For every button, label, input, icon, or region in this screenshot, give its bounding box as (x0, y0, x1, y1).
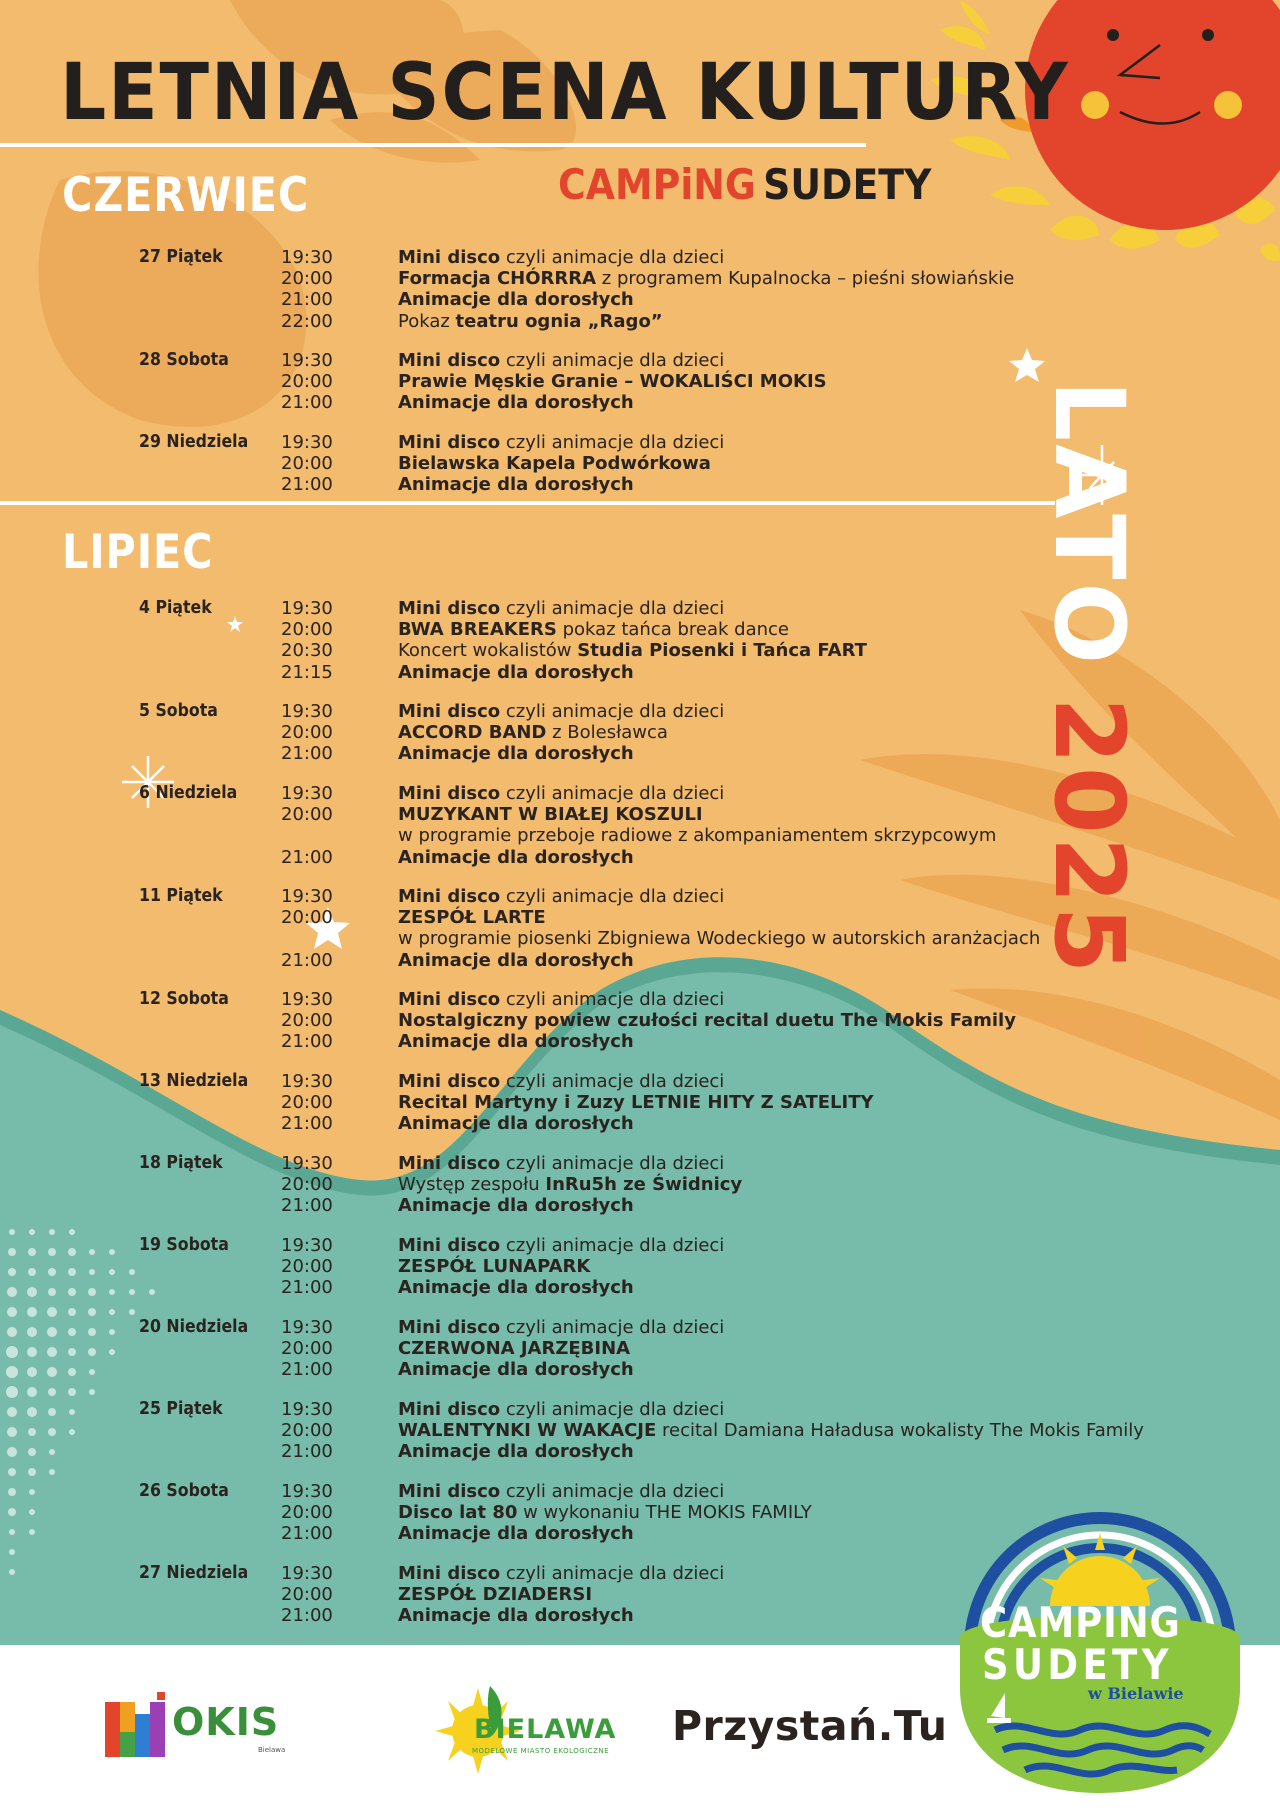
camping-heading-word1: CAMPiNG (558, 160, 756, 209)
event-highlight-text: Animacje dla dorosłych (398, 1605, 634, 1627)
event-time: 20:00 (281, 1584, 333, 1606)
event-highlight-text: MUZYKANT W BIAŁEJ KOSZULI (398, 804, 703, 826)
event-time: 20:00 (281, 1502, 333, 1524)
event-description (398, 371, 827, 392)
month-heading-lipiec: LIPIEC (62, 525, 214, 580)
event-time: 19:30 (281, 432, 333, 453)
event-highlight-text: Mini disco (398, 989, 501, 1010)
event-description (398, 662, 634, 683)
event-highlight-text: Disco lat 80 (398, 1502, 518, 1524)
event-description (398, 1502, 812, 1523)
day-label: 18 Piątek (139, 1153, 223, 1173)
event-time: 20:00 (281, 1092, 333, 1114)
event-highlight-text: Animacje dla dorosłych (398, 846, 634, 868)
event-highlight-text: Animacje dla dorosłych (398, 1441, 634, 1463)
event-text: czyli animacje dla dzieci (500, 1071, 725, 1092)
event-highlight-text: Bielawska Kapela Podwórkowa (398, 453, 711, 475)
event-highlight-text: Animacje dla dorosłych (398, 474, 634, 496)
camping-heading-word2: SUDETY (763, 160, 932, 209)
event-time: 20:00 (281, 907, 333, 929)
day-label: 5 Sobota (139, 701, 218, 721)
event-description (398, 1481, 724, 1502)
event-highlight-text: Mini disco (398, 701, 501, 722)
event-description (398, 350, 724, 371)
month-heading-czerwiec: CZERWIEC (62, 168, 310, 223)
event-description (398, 640, 867, 661)
event-text: w wykonaniu THE MOKIS FAMILY (517, 1502, 812, 1524)
event-highlight-text: Mini disco (398, 1317, 501, 1338)
event-text: Występ zespołu (398, 1174, 546, 1196)
event-highlight-text: InRu5h ze Świdnicy (545, 1174, 743, 1196)
event-description (398, 1010, 1016, 1031)
event-time: 21:00 (281, 289, 333, 311)
day-label: 19 Sobota (139, 1235, 229, 1255)
event-highlight-text: Mini disco (398, 432, 501, 453)
mokis-logo-subtext: Bielawa (258, 1746, 286, 1754)
event-description (398, 1071, 724, 1092)
event-description (398, 1092, 874, 1113)
event-text: w programie przeboje radiowe z akompaniamentem skrzypcowym (398, 825, 997, 847)
event-description (398, 268, 1014, 289)
event-highlight-text: Animacje dla dorosłych (398, 392, 634, 414)
event-time: 20:00 (281, 371, 333, 393)
year-word: 2025 (1033, 697, 1145, 977)
event-time: 21:00 (281, 1031, 333, 1053)
event-description (398, 1174, 742, 1195)
event-highlight-text: Recital Martyny i Zuzy LETNIE HITY Z SATELITY (398, 1092, 874, 1114)
event-description (398, 1317, 724, 1338)
event-text: czyli animacje dla dzieci (500, 350, 725, 371)
lato-vertical-text (1033, 380, 1145, 976)
event-text: z Bolesławca (546, 722, 668, 744)
event-description (398, 804, 703, 825)
event-description (398, 783, 724, 804)
day-label: 25 Piątek (139, 1399, 223, 1419)
event-description (398, 453, 711, 474)
event-time: 19:30 (281, 1153, 333, 1174)
event-text: czyli animacje dla dzieci (500, 783, 725, 804)
event-text: czyli animacje dla dzieci (500, 989, 725, 1010)
event-description (398, 743, 634, 764)
event-highlight-text: Animacje dla dorosłych (398, 1277, 634, 1299)
event-time: 19:30 (281, 701, 333, 722)
event-time: 19:30 (281, 247, 333, 268)
event-description (398, 886, 724, 907)
event-text: pokaz tańca break dance (556, 619, 789, 641)
day-label: 6 Niedziela (139, 783, 238, 803)
event-text: czyli animacje dla dzieci (500, 1481, 725, 1502)
event-text: Koncert wokalistów (398, 640, 578, 662)
event-highlight-text: teatru ognia „Rago” (455, 310, 663, 332)
event-time: 20:00 (281, 1256, 333, 1278)
event-highlight-text: ZESPÓŁ LARTE (398, 907, 546, 929)
event-description (398, 1563, 724, 1584)
event-time: 20:00 (281, 1420, 333, 1442)
event-highlight-text: Animacje dla dorosłych (398, 1359, 634, 1381)
day-label: 13 Niedziela (139, 1071, 249, 1091)
event-description (398, 1523, 634, 1544)
event-highlight-text: Animacje dla dorosłych (398, 743, 634, 765)
event-time: 21:15 (281, 661, 333, 683)
event-highlight-text: BWA BREAKERS (398, 619, 557, 641)
event-description (398, 1420, 1144, 1441)
event-time: 19:30 (281, 1481, 333, 1502)
event-text: czyli animacje dla dzieci (500, 1235, 725, 1256)
bielawa-logo-text: BIELAWA (474, 1714, 617, 1745)
event-time: 21:00 (281, 1113, 333, 1135)
event-time: 20:00 (281, 1338, 333, 1360)
event-time: 21:00 (281, 474, 333, 496)
mokis-logo-text: OKIS (172, 1700, 280, 1744)
event-time: 19:30 (281, 783, 333, 804)
event-description (398, 950, 634, 971)
event-time: 20:30 (281, 640, 333, 662)
event-time: 21:00 (281, 1523, 333, 1545)
event-time: 21:00 (281, 1441, 333, 1463)
event-time: 19:30 (281, 1563, 333, 1584)
event-highlight-text: ZESPÓŁ LUNAPARK (398, 1256, 591, 1278)
event-highlight-text: Animacje dla dorosłych (398, 1195, 634, 1217)
event-time: 19:30 (281, 1071, 333, 1092)
event-highlight-text: Mini disco (398, 1071, 501, 1092)
event-highlight-text: Mini disco (398, 247, 501, 268)
event-time: 19:30 (281, 989, 333, 1010)
event-description (398, 1441, 634, 1462)
event-text: czyli animacje dla dzieci (500, 1153, 725, 1174)
day-label: 26 Sobota (139, 1481, 229, 1501)
badge-title-camping: CAMPING (980, 1598, 1181, 1647)
event-description (398, 619, 789, 640)
event-highlight-text: Animacje dla dorosłych (398, 289, 634, 311)
event-text: czyli animacje dla dzieci (500, 886, 725, 907)
event-time: 20:00 (281, 722, 333, 744)
day-label: 27 Piątek (139, 247, 223, 267)
event-time: 21:00 (281, 1605, 333, 1627)
event-highlight-text: CZERWONA JARZĘBINA (398, 1338, 631, 1360)
event-time: 19:30 (281, 598, 333, 619)
event-highlight-text: Studia Piosenki i Tańca FART (577, 640, 867, 662)
event-highlight-text: Mini disco (398, 1399, 501, 1420)
day-label: 20 Niedziela (139, 1317, 249, 1337)
event-text: czyli animacje dla dzieci (500, 598, 725, 619)
event-time: 21:00 (281, 949, 333, 971)
event-description (398, 1153, 724, 1174)
event-description (398, 1399, 724, 1420)
event-description (398, 1031, 634, 1052)
event-highlight-text: Prawie Męskie Granie – WOKALIŚCI MOKIS (398, 371, 827, 393)
event-description (398, 825, 996, 846)
event-highlight-text: Mini disco (398, 598, 501, 619)
event-description (398, 989, 724, 1010)
event-time: 21:00 (281, 392, 333, 414)
event-highlight-text: Animacje dla dorosłych (398, 949, 634, 971)
lato-word: LATO (1033, 380, 1145, 668)
event-description (398, 1195, 634, 1216)
event-highlight-text: Mini disco (398, 783, 501, 804)
event-time: 22:00 (281, 310, 333, 332)
event-text: czyli animacje dla dzieci (500, 247, 725, 268)
bielawa-logo-subtext: MODELOWE MIASTO EKOLOGICZNE (472, 1747, 610, 1755)
event-description (398, 928, 1040, 949)
event-description (398, 1359, 634, 1380)
event-highlight-text: Nostalgiczny powiew czułości recital duetu The Mokis Family (398, 1010, 1016, 1032)
day-label: 28 Sobota (139, 350, 229, 370)
divider-line (0, 501, 1055, 505)
event-time: 21:00 (281, 743, 333, 765)
event-description (398, 1235, 724, 1256)
badge-title-sudety: SUDETY (982, 1640, 1173, 1689)
event-highlight-text: ACCORD BAND (398, 722, 547, 744)
event-highlight-text: Mini disco (398, 1235, 501, 1256)
camping-heading (558, 160, 931, 209)
event-time: 19:30 (281, 886, 333, 907)
event-highlight-text: WALENTYNKI W WAKACJE (398, 1420, 657, 1442)
event-text: w programie piosenki Zbigniewa Wodeckiego w autorskich aranżacjach (398, 928, 1041, 950)
event-highlight-text: Mini disco (398, 886, 501, 907)
event-description (398, 722, 668, 743)
event-time: 20:00 (281, 1174, 333, 1196)
day-label: 11 Piątek (139, 886, 223, 906)
event-description (398, 474, 634, 495)
event-time: 20:00 (281, 268, 333, 290)
event-time: 21:00 (281, 1195, 333, 1217)
event-text: z programem Kupalnocka – pieśni słowiańskie (596, 268, 1015, 290)
event-text: czyli animacje dla dzieci (500, 1399, 725, 1420)
day-label: 12 Sobota (139, 989, 229, 1009)
event-description (398, 1338, 630, 1359)
event-text: recital Damiana Haładusa wokalisty The Mokis Family (656, 1420, 1144, 1442)
event-description (398, 247, 724, 268)
event-highlight-text: Animacje dla dorosłych (398, 1113, 634, 1135)
event-time: 20:00 (281, 1010, 333, 1032)
event-description (398, 1277, 634, 1298)
event-highlight-text: Formacja CHÓRRRA (398, 268, 597, 290)
event-time: 19:30 (281, 350, 333, 371)
event-description (398, 1113, 634, 1134)
event-highlight-text: Mini disco (398, 350, 501, 371)
event-description (398, 1256, 590, 1277)
event-description (398, 432, 724, 453)
event-time: 21:00 (281, 1359, 333, 1381)
event-time: 21:00 (281, 1277, 333, 1299)
event-text: czyli animacje dla dzieci (500, 1563, 725, 1584)
event-time: 21:00 (281, 846, 333, 868)
event-text: czyli animacje dla dzieci (500, 432, 725, 453)
event-description (398, 1605, 634, 1626)
event-description (398, 289, 634, 310)
event-highlight-text: Animacje dla dorosłych (398, 1523, 634, 1545)
event-highlight-text: Animacje dla dorosłych (398, 661, 634, 683)
event-time: 19:30 (281, 1399, 333, 1420)
day-label: 4 Piątek (139, 598, 212, 618)
event-description (398, 392, 634, 413)
event-highlight-text: Mini disco (398, 1481, 501, 1502)
event-description (398, 847, 634, 868)
day-label: 27 Niedziela (139, 1563, 249, 1583)
event-time: 19:30 (281, 1235, 333, 1256)
divider-line (0, 143, 866, 147)
przystan-logo: Przystań.Tu (672, 1702, 948, 1750)
event-highlight-text: ZESPÓŁ DZIADERSI (398, 1584, 593, 1606)
event-description (398, 907, 546, 928)
event-highlight-text: Mini disco (398, 1563, 501, 1584)
event-text: Pokaz (398, 310, 456, 332)
badge-subtitle: w Bielawie (1088, 1684, 1184, 1703)
event-highlight-text: Animacje dla dorosłych (398, 1031, 634, 1053)
event-description (398, 311, 663, 332)
event-text: czyli animacje dla dzieci (500, 701, 725, 722)
event-description (398, 598, 724, 619)
event-text: czyli animacje dla dzieci (500, 1317, 725, 1338)
poster-title: LETNIA SCENA KULTURY (60, 48, 1070, 138)
event-time: 20:00 (281, 619, 333, 641)
event-description (398, 701, 724, 722)
event-description (398, 1584, 592, 1605)
event-time: 19:30 (281, 1317, 333, 1338)
event-time: 20:00 (281, 804, 333, 826)
event-highlight-text: Mini disco (398, 1153, 501, 1174)
event-time: 20:00 (281, 453, 333, 475)
day-label: 29 Niedziela (139, 432, 249, 452)
